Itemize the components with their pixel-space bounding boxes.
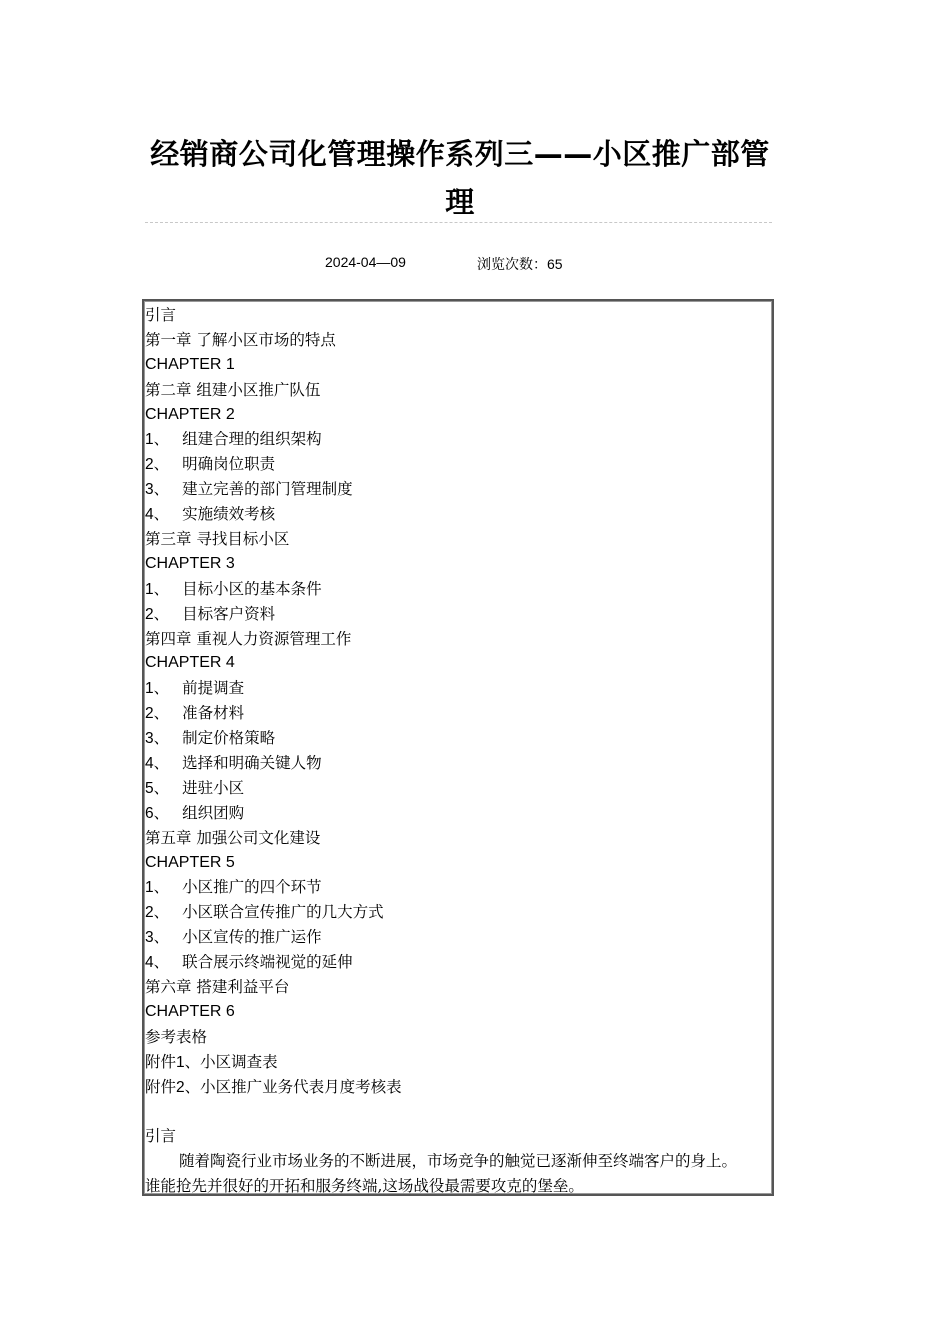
toc-item: 6、 组织团购	[145, 803, 245, 822]
toc-item: 4、 联合展示终端视觉的延伸	[145, 953, 353, 972]
document-title: 经销商公司化管理操作系列三——小区推广部管理	[150, 137, 770, 219]
toc-item: 1、 小区推广的四个环节	[145, 878, 322, 897]
title-divider	[145, 222, 772, 223]
toc-appendix-1: 附件1、小区调查表	[145, 1052, 278, 1071]
toc-item: 2、 目标客户资料	[145, 604, 276, 623]
toc-chapter-2: 第二章 组建小区推广队伍	[145, 380, 321, 399]
intro-paragraph: 随着陶瓷行业市场业务的不断进展，市场竞争的触觉已逐渐伸至终端客户的身上。谁能抢先并很好的开拓和服务终端,这场战役最需要攻克的堡垒。	[145, 1152, 738, 1196]
toc-chapter-1-en: CHAPTER 1	[145, 355, 235, 373]
view-count-value: 65	[547, 256, 563, 272]
toc-chapter-6-en: CHAPTER 6	[145, 1002, 235, 1020]
publish-date: 2024-04—09	[325, 254, 406, 270]
toc-item: 1、 组建合理的组织架构	[145, 430, 322, 449]
toc-appendix-2: 附件2、小区推广业务代表月度考核表	[145, 1077, 402, 1096]
toc-item: 2、 小区联合宣传推广的几大方式	[145, 903, 384, 922]
toc-item: 2、 明确岗位职责	[145, 455, 276, 474]
toc-item: 1、 前提调查	[145, 679, 245, 698]
toc-item: 3、 建立完善的部门管理制度	[145, 480, 353, 499]
toc-intro: 引言	[145, 306, 177, 324]
toc-item: 5、 进驻小区	[145, 778, 245, 797]
toc-reference-tables: 参考表格	[145, 1027, 208, 1046]
toc-chapter-5: 第五章 加强公司文化建设	[145, 828, 321, 847]
intro-heading: 引言	[145, 1127, 177, 1146]
toc-item: 3、 小区宣传的推广运作	[145, 928, 322, 947]
toc-chapter-2-en: CHAPTER 2	[145, 405, 235, 423]
toc-item: 4、 实施绩效考核	[145, 505, 276, 524]
toc-chapter-1: 第一章 了解小区市场的特点	[145, 330, 336, 349]
toc-item: 3、 制定价格策略	[145, 729, 276, 748]
view-count-label: 浏览次数：	[477, 257, 547, 273]
toc-chapter-4: 第四章 重视人力资源管理工作	[145, 629, 352, 648]
toc-item: 1、 目标小区的基本条件	[145, 579, 322, 598]
toc-item: 4、 选择和明确关键人物	[145, 754, 322, 773]
toc-chapter-5-en: CHAPTER 5	[145, 853, 235, 871]
toc-item: 2、 准备材料	[145, 704, 245, 723]
toc-chapter-4-en: CHAPTER 4	[145, 654, 235, 672]
document-body	[145, 303, 765, 1199]
toc-chapter-6: 第六章 搭建利益平台	[145, 978, 290, 997]
spacer	[145, 1100, 765, 1125]
toc-chapter-3-en: CHAPTER 3	[145, 554, 235, 572]
view-count	[477, 254, 563, 274]
toc-chapter-3: 第三章 寻找目标小区	[145, 530, 290, 549]
